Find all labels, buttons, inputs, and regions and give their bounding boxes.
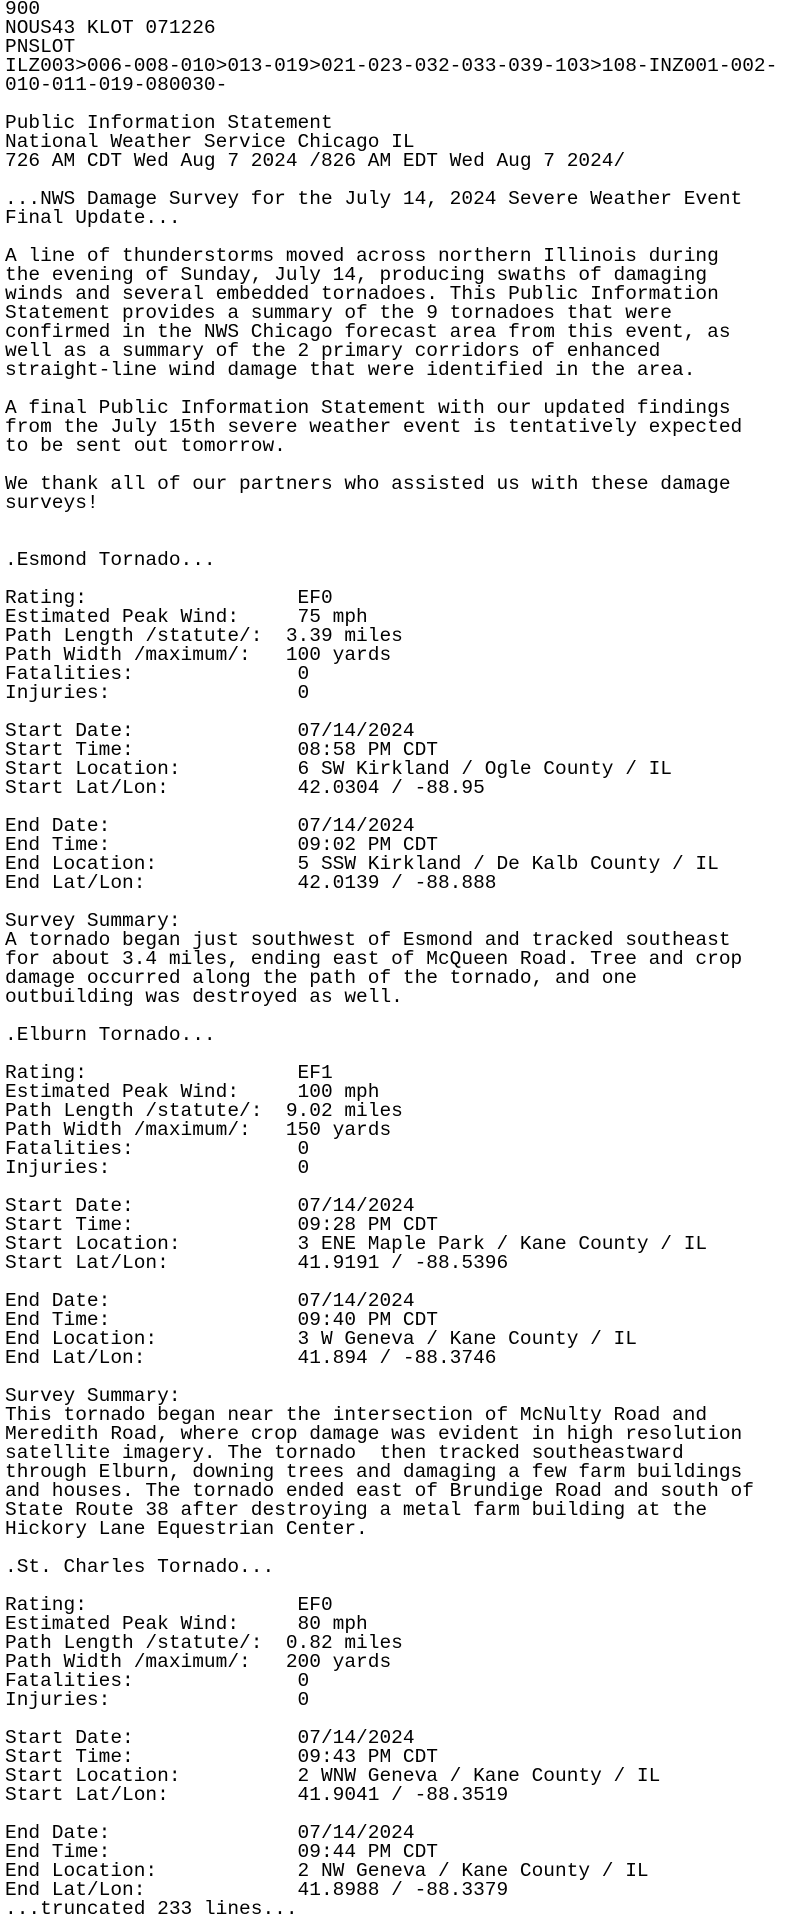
text-line: Meredith Road, where crop damage was evident in high resolution (5, 1423, 743, 1445)
text-line: Fatalities: 0 (5, 663, 310, 685)
product-text-body (5, 0, 795, 1920)
text-line: 900 (5, 0, 41, 20)
text-line: State Route 38 after destroying a metal farm building at the (5, 1499, 708, 1521)
text-line: End Location: 3 W Geneva / Kane County / IL (5, 1328, 637, 1350)
text-line: End Time: 09:40 PM CDT (5, 1309, 438, 1331)
text-line: Path Length /statute/: 3.39 miles (5, 625, 403, 647)
text-line: Fatalities: 0 (5, 1670, 310, 1692)
text-line: through Elburn, downing trees and damaging a few farm buildings (5, 1461, 743, 1483)
text-line: the evening of Sunday, July 14, producing swaths of damaging (5, 264, 708, 286)
text-line: Start Date: 07/14/2024 (5, 1727, 415, 1749)
text-line: Fatalities: 0 (5, 1138, 310, 1160)
text-line: ILZ003>006-008-010>013-019>021-023-032-033-039-103>108-INZ001-002- (5, 55, 778, 77)
text-line: for about 3.4 miles, ending east of McQueen Road. Tree and crop (5, 948, 743, 970)
text-line: 726 AM CDT Wed Aug 7 2024 /826 AM EDT Wed Aug 7 2024/ (5, 150, 626, 172)
text-line: from the July 15th severe weather event is tentatively expected (5, 416, 743, 438)
text-line: Hickory Lane Equestrian Center. (5, 1518, 368, 1540)
text-line: National Weather Service Chicago IL (5, 131, 415, 153)
text-line: Survey Summary: (5, 910, 181, 932)
text-line: Start Location: 3 ENE Maple Park / Kane County / IL (5, 1233, 708, 1255)
text-line: Start Lat/Lon: 42.0304 / -88.95 (5, 777, 485, 799)
text-line: ...NWS Damage Survey for the July 14, 2024 Severe Weather Event (5, 188, 743, 210)
text-line: End Date: 07/14/2024 (5, 815, 415, 837)
text-line: Statement provides a summary of the 9 tornadoes that were (5, 302, 673, 324)
text-line: surveys! (5, 492, 99, 514)
text-line: Start Location: 6 SW Kirkland / Ogle County / IL (5, 758, 673, 780)
text-line: well as a summary of the 2 primary corridors of enhanced (5, 340, 661, 362)
text-line: outbuilding was destroyed as well. (5, 986, 403, 1008)
text-line: End Lat/Lon: 41.8988 / -88.3379 (5, 1879, 509, 1901)
text-line: Path Width /maximum/: 200 yards (5, 1651, 392, 1673)
text-line: Final Update... (5, 207, 181, 229)
text-line: Start Date: 07/14/2024 (5, 720, 415, 742)
text-line: A final Public Information Statement with our updated findings (5, 397, 731, 419)
text-line: This tornado began near the intersection of McNulty Road and (5, 1404, 708, 1426)
text-line: End Lat/Lon: 41.894 / -88.3746 (5, 1347, 497, 1369)
text-line: Injuries: 0 (5, 1689, 310, 1711)
text-line: .St. Charles Tornado... (5, 1556, 275, 1578)
text-line: End Date: 07/14/2024 (5, 1822, 415, 1844)
text-line: Start Time: 08:58 PM CDT (5, 739, 438, 761)
text-line: winds and several embedded tornadoes. This Public Information (5, 283, 719, 305)
text-line: Rating: EF0 (5, 587, 333, 609)
text-line: Estimated Peak Wind: 75 mph (5, 606, 368, 628)
text-line: Start Time: 09:28 PM CDT (5, 1214, 438, 1236)
text-line: Survey Summary: (5, 1385, 181, 1407)
text-line: damage occurred along the path of the tornado, and one (5, 967, 637, 989)
text-line: End Time: 09:44 PM CDT (5, 1841, 438, 1863)
text-line: Start Lat/Lon: 41.9041 / -88.3519 (5, 1784, 509, 1806)
text-line: End Location: 2 NW Geneva / Kane County / IL (5, 1860, 649, 1882)
text-line: Injuries: 0 (5, 682, 310, 704)
text-line: End Lat/Lon: 42.0139 / -88.888 (5, 872, 497, 894)
text-line: Injuries: 0 (5, 1157, 310, 1179)
text-line: Rating: EF1 (5, 1062, 333, 1084)
text-line: End Time: 09:02 PM CDT (5, 834, 438, 856)
text-line: .Esmond Tornado... (5, 549, 216, 571)
text-line: confirmed in the NWS Chicago forecast area from this event, as (5, 321, 731, 343)
text-line: Start Date: 07/14/2024 (5, 1195, 415, 1217)
text-line: .Elburn Tornado... (5, 1024, 216, 1046)
text-line: Path Width /maximum/: 150 yards (5, 1119, 392, 1141)
text-line: Start Lat/Lon: 41.9191 / -88.5396 (5, 1252, 509, 1274)
text-line: Rating: EF0 (5, 1594, 333, 1616)
text-line: Path Length /statute/: 9.02 miles (5, 1100, 403, 1122)
text-line: and houses. The tornado ended east of Brundige Road and south of (5, 1480, 754, 1502)
text-line: Public Information Statement (5, 112, 333, 134)
text-line: End Date: 07/14/2024 (5, 1290, 415, 1312)
text-line: A tornado began just southwest of Esmond and tracked southeast (5, 929, 731, 951)
text-line: to be sent out tomorrow. (5, 435, 286, 457)
text-line: A line of thunderstorms moved across northern Illinois during (5, 245, 719, 267)
text-line: Path Length /statute/: 0.82 miles (5, 1632, 403, 1654)
text-line: satellite imagery. The tornado then tracked southeastward (5, 1442, 684, 1464)
text-line: Estimated Peak Wind: 80 mph (5, 1613, 368, 1635)
text-line: 010-011-019-080030- (5, 74, 228, 96)
text-line: Start Location: 2 WNW Geneva / Kane County / IL (5, 1765, 661, 1787)
text-line: straight-line wind damage that were identified in the area. (5, 359, 696, 381)
text-line (5, 513, 795, 532)
text-line: NOUS43 KLOT 071226 (5, 17, 216, 39)
text-line: ...truncated 233 lines... (5, 1898, 298, 1920)
text-line: Estimated Peak Wind: 100 mph (5, 1081, 380, 1103)
text-line: Path Width /maximum/: 100 yards (5, 644, 392, 666)
text-line: End Location: 5 SSW Kirkland / De Kalb County / IL (5, 853, 719, 875)
text-line: Start Time: 09:43 PM CDT (5, 1746, 438, 1768)
text-line: We thank all of our partners who assisted us with these damage (5, 473, 731, 495)
text-line: PNSLOT (5, 36, 76, 58)
